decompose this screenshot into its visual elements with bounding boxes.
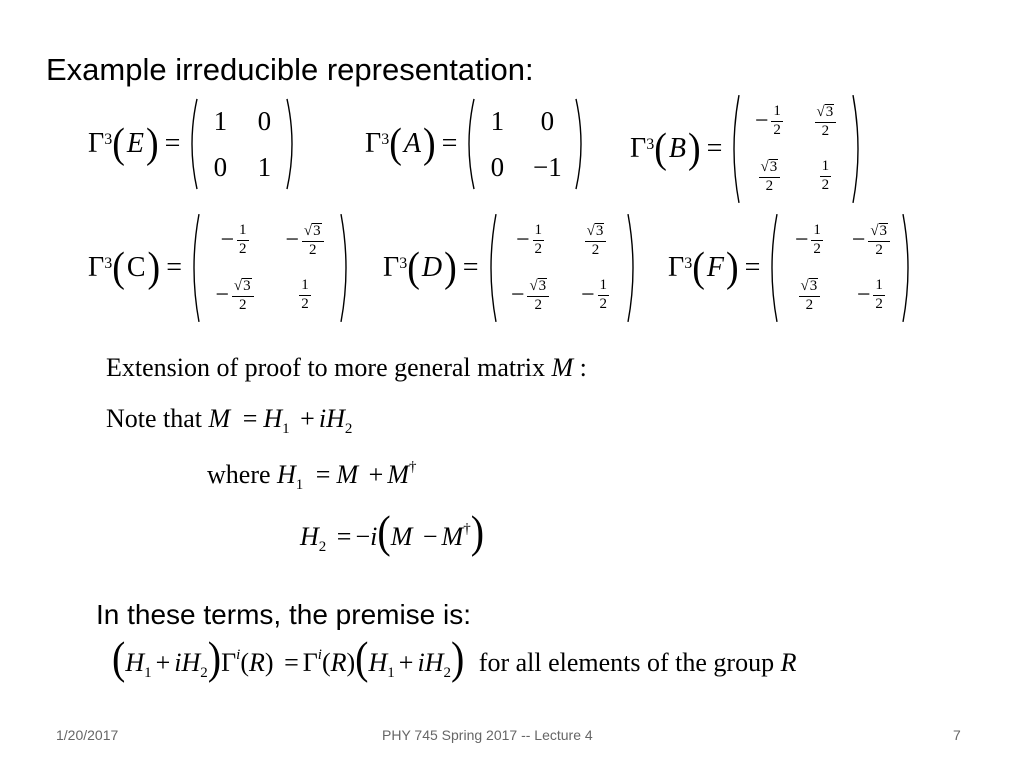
m-F-21: √ 3 2 bbox=[778, 278, 840, 314]
footer-page-number: 7 bbox=[953, 727, 961, 743]
matrix-E bbox=[186, 98, 298, 190]
slide-title: Example irreducible representation: bbox=[46, 52, 534, 87]
m-B-11: − $\frac{1}{2}$ bbox=[754, 103, 781, 138]
m-F-12: − √ 3 2 bbox=[840, 223, 902, 259]
m-B-12: √ 3 2 bbox=[798, 104, 852, 140]
lhs-B: Γ $^3$ ( B ) = bbox=[630, 125, 723, 173]
lhs-C: Γ $^3$ ( C ) = bbox=[88, 244, 182, 292]
matrix-C bbox=[188, 213, 352, 323]
note-line: Note that $M = H_1 + iH_2$ bbox=[106, 404, 353, 437]
m-B-22: $\frac{1}{2}$ bbox=[821, 158, 830, 193]
m-B-21: √ 3 2 bbox=[740, 159, 798, 195]
m-D-21: − √ 3 2 bbox=[497, 278, 565, 314]
premise-heading: In these terms, the premise is: bbox=[96, 599, 472, 630]
footer-date: 1/20/2017 bbox=[56, 727, 119, 743]
lhs-E: Γ $^3$ ( E ) = bbox=[88, 120, 181, 168]
footer-course: PHY 745 Spring 2017 -- Lecture 4 bbox=[382, 727, 593, 743]
m-A-12: 0 bbox=[540, 105, 555, 136]
premise-equation: $(H_1 + iH_2)\Gamma^i(R) = \Gamma^i(R)(H_1 + iH_2)$ for all elements of the group R bbox=[112, 631, 797, 684]
h2-line: $H_2 = -i(M - M^\dagger)$ bbox=[300, 505, 485, 558]
m-E-12: 0 bbox=[257, 105, 272, 136]
m-D-11: − $\frac{1}{2}$ bbox=[516, 222, 543, 257]
right-bracket bbox=[286, 98, 298, 190]
left-bracket bbox=[186, 98, 198, 190]
lhs-F: Γ $^3$ ( F ) = bbox=[668, 244, 761, 292]
m-A-21: 0 bbox=[490, 151, 505, 182]
right-bracket bbox=[575, 98, 587, 190]
where-line: where $H_1 = M + M^\dagger$ bbox=[207, 459, 417, 493]
matrix-B bbox=[728, 94, 864, 204]
m-A-11: 1 bbox=[490, 105, 505, 136]
m-A-22: −1 bbox=[533, 151, 562, 182]
m-C-22: $\frac{1}{2}$ bbox=[301, 277, 309, 312]
matrix-eq-F bbox=[668, 213, 914, 323]
m-E-11: 1 bbox=[213, 105, 228, 136]
left-bracket bbox=[463, 98, 475, 190]
m-E-21: 0 bbox=[213, 151, 228, 182]
m-C-12: − √ 3 2 bbox=[270, 223, 340, 259]
matrix-eq-D bbox=[383, 213, 639, 323]
m-D-22: − $\frac{1}{2}$ bbox=[581, 277, 608, 312]
m-D-12: √ 3 2 bbox=[565, 223, 627, 259]
right-bracket bbox=[340, 213, 352, 323]
left-bracket bbox=[188, 213, 200, 323]
matrix-eq-E bbox=[88, 98, 298, 190]
matrix-eq-C bbox=[88, 213, 352, 323]
left-bracket bbox=[766, 213, 778, 323]
lhs-A: Γ $^3$ ( A ) = bbox=[365, 120, 458, 168]
m-C-21: − √ 3 2 bbox=[200, 278, 270, 314]
matrix-A bbox=[463, 98, 587, 190]
left-bracket bbox=[728, 94, 740, 204]
matrix-D bbox=[485, 213, 639, 323]
m-E-22: 1 bbox=[257, 151, 272, 182]
right-bracket bbox=[852, 94, 864, 204]
matrix-eq-A bbox=[365, 98, 587, 190]
extension-line: Extension of proof to more general matrix M : bbox=[106, 353, 587, 382]
m-F-22: − $\frac{1}{2}$ bbox=[856, 277, 883, 312]
matrix-eq-B bbox=[630, 94, 864, 204]
lhs-D: Γ $^3$ ( D ) = bbox=[383, 244, 479, 292]
left-bracket bbox=[485, 213, 497, 323]
right-bracket bbox=[627, 213, 639, 323]
m-F-11: − $\frac{1}{2}$ bbox=[794, 222, 821, 257]
right-bracket bbox=[902, 213, 914, 323]
m-C-11: − $\frac{1}{2}$ bbox=[220, 222, 247, 257]
matrix-F bbox=[766, 213, 914, 323]
